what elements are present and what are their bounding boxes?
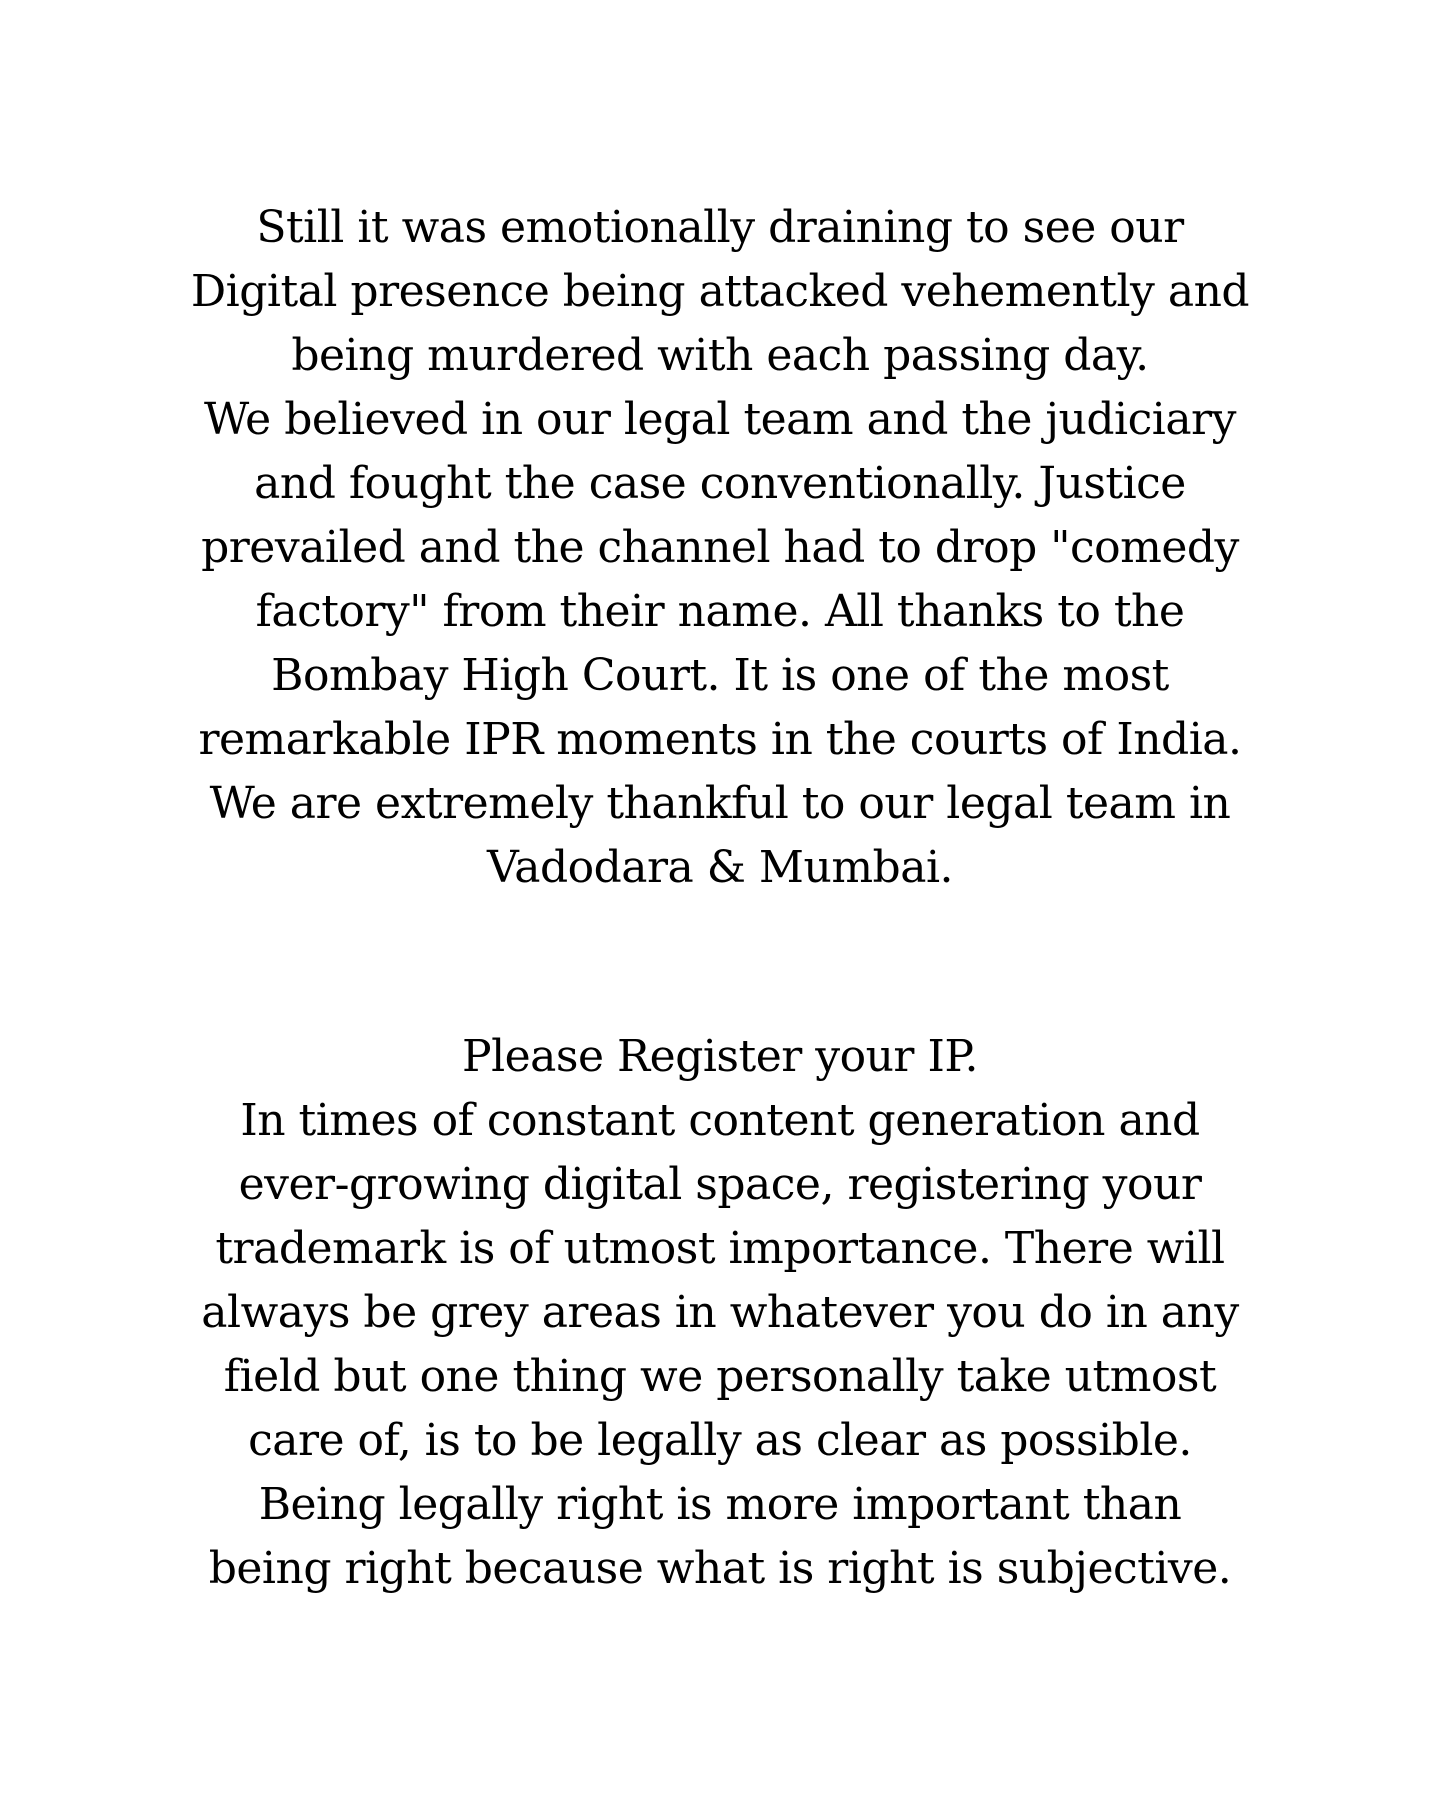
text-line: field but one thing we personally take utmost	[223, 1351, 1217, 1402]
text-line: being murdered with each passing day.	[291, 330, 1149, 381]
text-line: always be grey areas in whatever you do in any	[201, 1287, 1239, 1338]
text-line: Please Register your IP.	[461, 1031, 979, 1082]
register-ip-paragraph	[0, 1025, 1440, 1601]
text-line: remarkable IPR moments in the courts of India.	[198, 714, 1242, 765]
text-line: We believed in our legal team and the judiciary	[204, 394, 1236, 445]
text-line: factory" from their name. All thanks to the	[255, 586, 1185, 637]
text-line: Being legally right is more important than	[258, 1479, 1182, 1530]
text-line: In times of constant content generation and	[240, 1095, 1200, 1146]
text-line: Digital presence being attacked vehemently and	[190, 266, 1250, 317]
text-line: Still it was emotionally draining to see our	[256, 202, 1184, 253]
text-line: trademark is of utmost importance. There will	[215, 1223, 1225, 1274]
text-line: care of, is to be legally as clear as possible.	[248, 1415, 1192, 1466]
text-line: ever-growing digital space, registering your	[238, 1159, 1202, 1210]
text-line: We are extremely thankful to our legal team in	[209, 778, 1231, 829]
text-line: Vadodara & Mumbai.	[487, 842, 953, 893]
case-story-paragraph	[0, 196, 1440, 900]
text-line: prevailed and the channel had to drop "comedy	[201, 522, 1239, 573]
text-line: being right because what is right is subjective.	[208, 1543, 1232, 1594]
text-line: Bombay High Court. It is one of the most	[271, 650, 1169, 701]
text-line: and fought the case conventionally. Justice	[254, 458, 1186, 509]
